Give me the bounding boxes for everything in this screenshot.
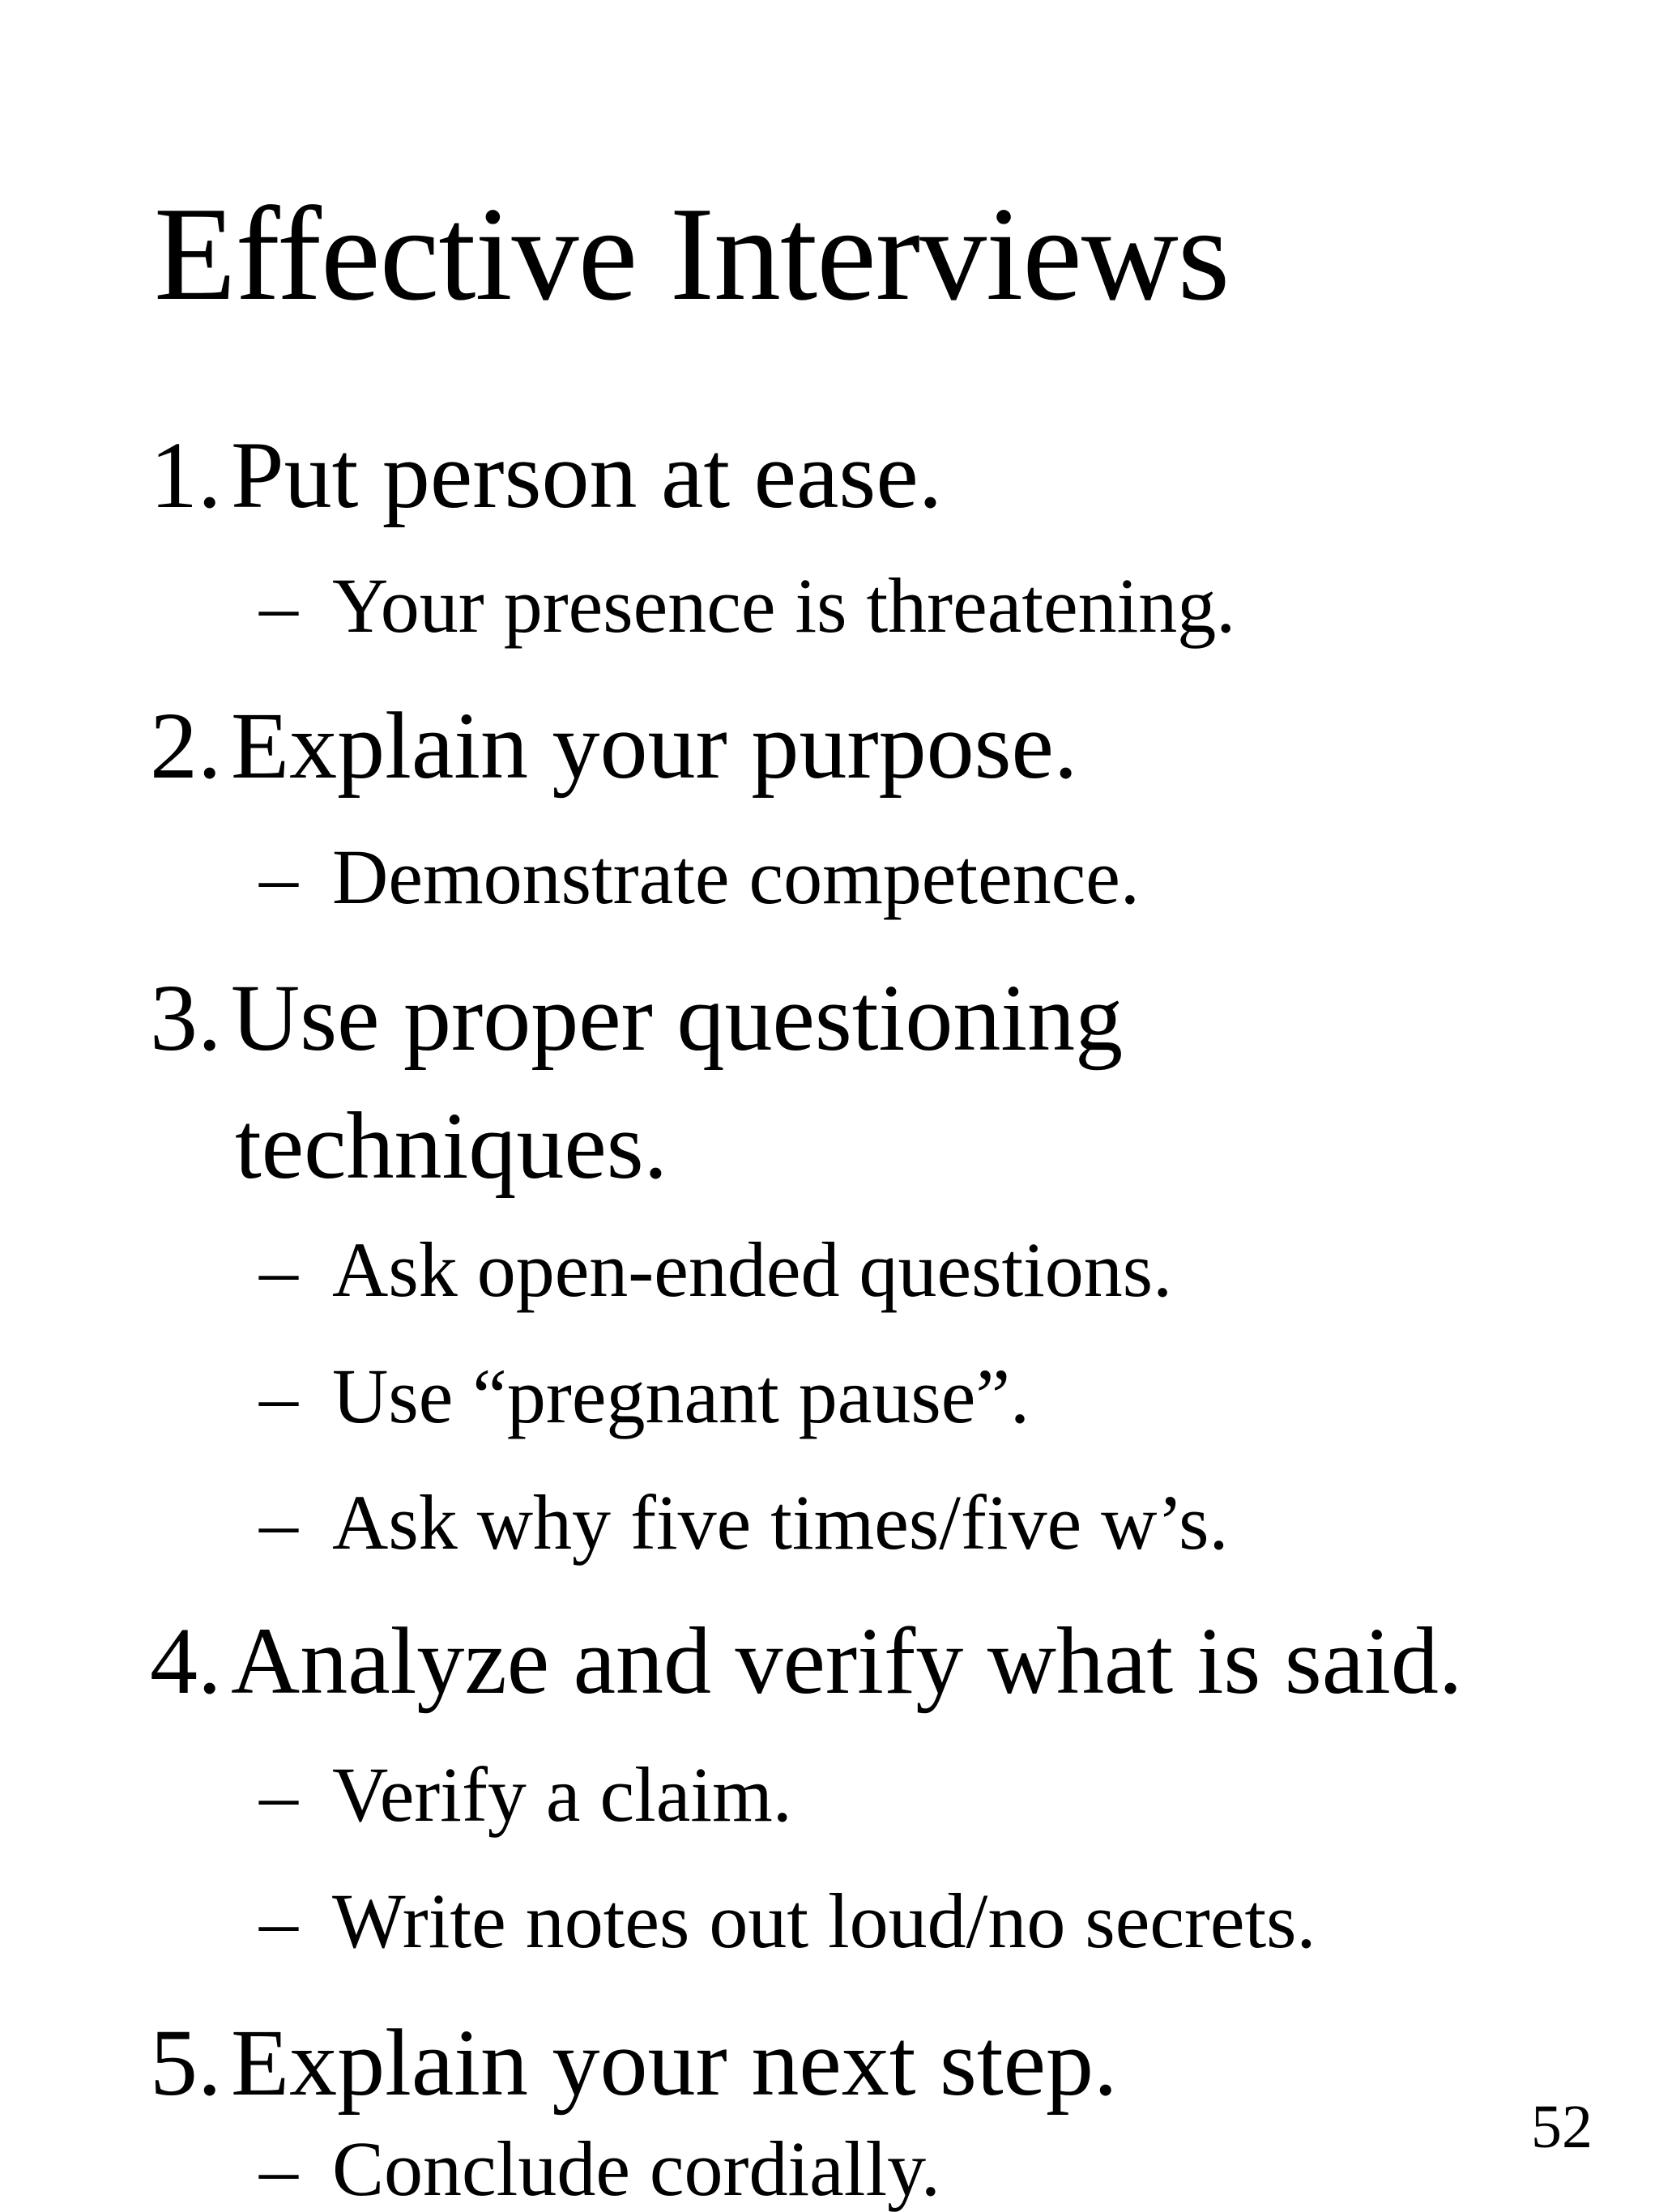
list-item-number: 3. bbox=[150, 965, 222, 1071]
page-number: 52 bbox=[1531, 2093, 1593, 2161]
list-item-text: Explain your purpose. bbox=[231, 693, 1078, 799]
sub-item-text: Your presence is threatening. bbox=[332, 562, 1236, 649]
list-item-text: Put person at ease. bbox=[231, 422, 943, 528]
list-item-1 bbox=[150, 422, 943, 528]
sub-item-text: Conclude cordially. bbox=[332, 2125, 940, 2212]
list-item-3-continued: techniques. bbox=[235, 1093, 668, 1199]
sub-item-5-1 bbox=[259, 2125, 940, 2212]
list-item-number: 2. bbox=[150, 693, 222, 799]
sub-item-3-1 bbox=[259, 1226, 1173, 1313]
sub-item-text: Verify a claim. bbox=[332, 1751, 792, 1838]
sub-item-dash: – bbox=[259, 1353, 298, 1439]
sub-item-dash: – bbox=[259, 562, 298, 649]
sub-item-text: Ask why five times/five w’s. bbox=[332, 1479, 1229, 1566]
sub-item-dash: – bbox=[259, 2125, 298, 2212]
list-item-number: 4. bbox=[150, 1608, 222, 1714]
sub-item-2-1 bbox=[259, 833, 1140, 920]
list-item-text: Explain your next step. bbox=[231, 2010, 1118, 2116]
sub-item-1-1 bbox=[259, 562, 1236, 649]
list-item-4 bbox=[150, 1608, 1463, 1714]
sub-item-dash: – bbox=[259, 833, 298, 920]
sub-item-dash: – bbox=[259, 1479, 298, 1566]
sub-item-text: Use “pregnant pause”. bbox=[332, 1353, 1030, 1439]
sub-item-dash: – bbox=[259, 1226, 298, 1313]
list-item-3 bbox=[150, 965, 1124, 1071]
sub-item-dash: – bbox=[259, 1751, 298, 1838]
sub-item-dash: – bbox=[259, 1877, 298, 1964]
sub-item-text: Write notes out loud/no secrets. bbox=[332, 1877, 1316, 1964]
sub-item-3-2 bbox=[259, 1353, 1030, 1439]
list-item-number: 5. bbox=[150, 2010, 222, 2116]
sub-item-text: Ask open-ended questions. bbox=[332, 1226, 1173, 1313]
sub-item-text: Demonstrate competence. bbox=[332, 833, 1140, 920]
list-item-number: 1. bbox=[150, 422, 222, 528]
list-item-text: Use proper questioning bbox=[231, 965, 1124, 1071]
list-item-2 bbox=[150, 693, 1078, 799]
sub-item-4-2 bbox=[259, 1877, 1316, 1964]
list-item-5 bbox=[150, 2010, 1118, 2116]
sub-item-3-3 bbox=[259, 1479, 1229, 1566]
list-item-text: Analyze and verify what is said. bbox=[231, 1608, 1463, 1714]
sub-item-4-1 bbox=[259, 1751, 792, 1838]
slide-title: Effective Interviews bbox=[154, 179, 1230, 328]
